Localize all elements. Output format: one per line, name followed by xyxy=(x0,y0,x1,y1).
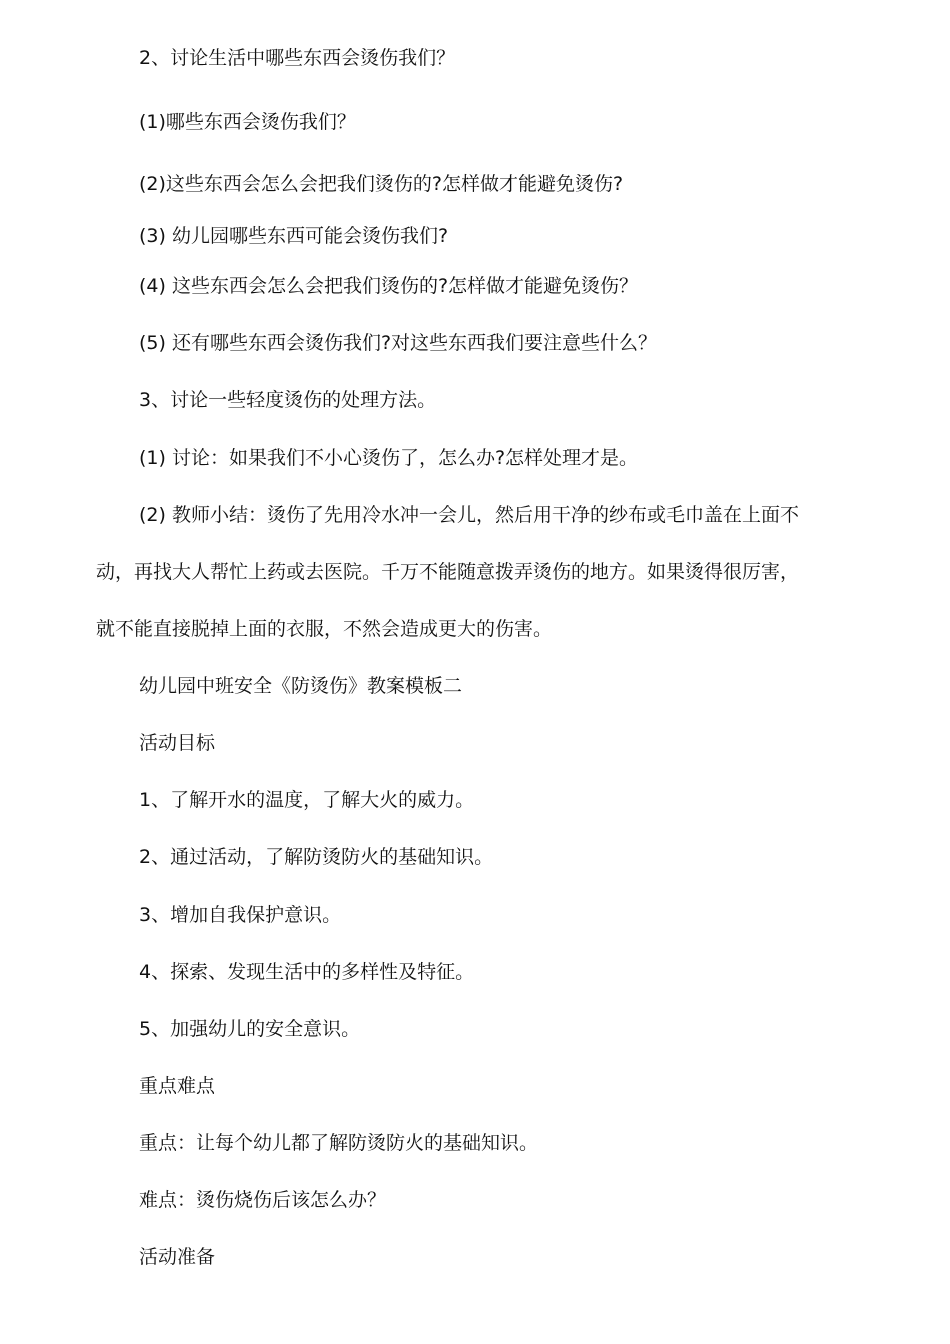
paragraph-item-1: (1)哪些东西会烫伤我们？ xyxy=(139,111,356,133)
heading-activity-goals: 活动目标 xyxy=(139,732,216,754)
paragraph-item-4: (4) 这些东西会怎么会把我们烫伤的?怎样做才能避免烫伤？ xyxy=(139,275,639,297)
paragraph-discuss-hazards: 2、讨论生活中哪些东西会烫伤我们？ xyxy=(139,47,456,69)
paragraph-item-2: (2)这些东西会怎么会把我们烫伤的?怎样做才能避免烫伤? xyxy=(139,173,624,195)
goal-item-3: 3、增加自我保护意识。 xyxy=(139,904,342,926)
paragraph-item-3: (3) 幼儿园哪些东西可能会烫伤我们? xyxy=(139,225,449,247)
difficult-point: 难点：烫伤烧伤后该怎么办？ xyxy=(139,1189,387,1211)
heading-activity-preparation: 活动准备 xyxy=(139,1246,216,1268)
paragraph-teacher-summary-line-2: 动，再找大人帮忙上药或去医院。千万不能随意拨弄烫伤的地方。如果烫得很厉害， xyxy=(96,561,800,583)
goal-item-4: 4、探索、发现生活中的多样性及特征。 xyxy=(139,961,475,983)
heading-key-points: 重点难点 xyxy=(139,1075,216,1097)
section-title-template-two: 幼儿园中班安全《防烫伤》教案模板二 xyxy=(139,675,463,697)
goal-item-5: 5、加强幼儿的安全意识。 xyxy=(139,1018,361,1040)
paragraph-item-5: (5) 还有哪些东西会烫伤我们?对这些东西我们要注意些什么？ xyxy=(139,332,658,354)
goal-item-1: 1、了解开水的温度，了解大火的威力。 xyxy=(139,789,475,811)
paragraph-discuss-treatment: 3、讨论一些轻度烫伤的处理方法。 xyxy=(139,389,437,411)
paragraph-teacher-summary-line-1: (2) 教师小结：烫伤了先用冷水冲一会儿，然后用干净的纱布或毛巾盖在上面不 xyxy=(139,504,799,526)
goal-item-2: 2、通过活动，了解防烫防火的基础知识。 xyxy=(139,846,494,868)
key-point: 重点：让每个幼儿都了解防烫防火的基础知识。 xyxy=(139,1132,539,1154)
paragraph-teacher-summary-line-3: 就不能直接脱掉上面的衣服，不然会造成更大的伤害。 xyxy=(96,618,553,640)
paragraph-treatment-1: (1) 讨论：如果我们不小心烫伤了，怎么办?怎样处理才是。 xyxy=(139,447,639,469)
